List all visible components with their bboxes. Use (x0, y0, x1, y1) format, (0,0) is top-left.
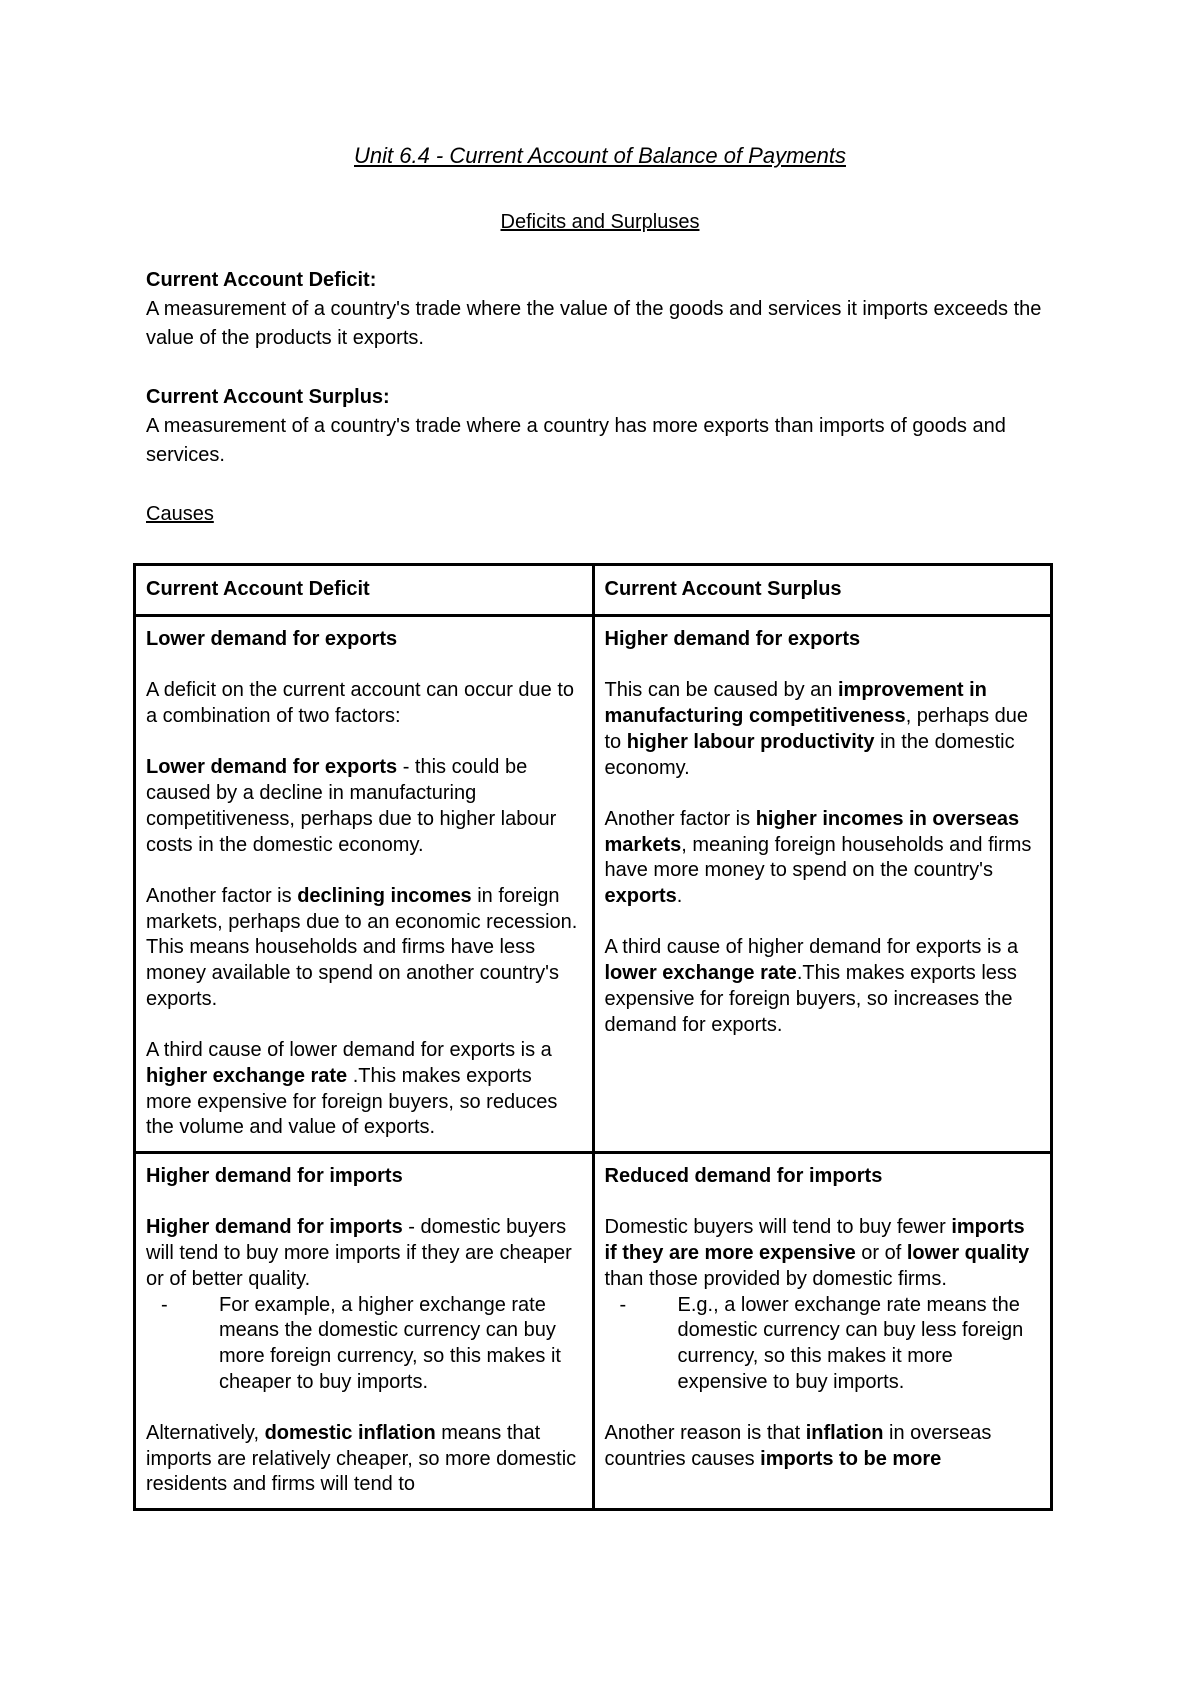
table-row (135, 1153, 1052, 1510)
definition-term-deficit: Current Account Deficit: (146, 269, 377, 291)
paragraph: A third cause of lower demand for exports is a higher exchange rate .This makes exports more expensive for foreign buyers, so reduces the volume and value of exports. (146, 1039, 558, 1139)
cell-heading: Lower demand for exports (146, 628, 398, 650)
paragraph: Domestic buyers will tend to buy fewer imports if they are more expensive or of lower quality than those provided by domestic firms. (604, 1216, 1030, 1290)
cell-surplus-imports (593, 1153, 1052, 1510)
table-row (135, 616, 1052, 1153)
paragraph: Alternatively, domestic inflation means that imports are relatively cheaper, so more domestic residents and firms will tend to (146, 1422, 577, 1496)
page-title: Unit 6.4 - Current Account of Balance of Payments (354, 143, 846, 168)
header-surplus: Current Account Surplus (593, 565, 1052, 616)
definitions (146, 266, 1046, 470)
dash-bullet: - (619, 1293, 627, 1316)
paragraph: Another factor is declining incomes in foreign markets, perhaps due to an economic recession. This means households and firms have less money available to spend on another country's exports. (146, 884, 578, 1010)
paragraph: This can be caused by an improvement in manufacturing competitiveness, perhaps due to higher labour productivity in the domestic economy. (604, 679, 1029, 779)
table-header-row (135, 565, 1052, 616)
header-deficit: Current Account Deficit (135, 565, 594, 616)
cell-surplus-exports (593, 616, 1052, 1153)
list-item: - E.g., a lower exchange rate means the domestic currency can buy less foreign currency, so this makes it more expensive to buy imports. (605, 1293, 1041, 1396)
cell-heading: Higher demand for imports (146, 1165, 403, 1187)
cell-deficit-exports (135, 616, 594, 1153)
paragraph: Lower demand for exports - this could be caused by a decline in manufacturing competitiveness, perhaps due to higher labour costs in the domestic economy. (146, 756, 557, 856)
paragraph: Higher demand for imports - domestic buyers will tend to buy more imports if they are cheaper or of better quality. (146, 1216, 572, 1290)
cell-deficit-imports (135, 1153, 594, 1510)
causes-heading: Causes (146, 503, 214, 525)
definition-term-surplus: Current Account Surplus: (146, 386, 390, 408)
section-subtitle: Deficits and Surpluses (500, 211, 700, 233)
paragraph: Another reason is that inflation in overseas countries causes imports to be more (604, 1422, 992, 1470)
definition-text-surplus: A measurement of a country's trade where a country has more exports than imports of goods and services. (146, 415, 1006, 466)
dash-bullet: - (161, 1293, 168, 1316)
paragraph: Another factor is higher incomes in overseas markets, meaning foreign households and firms have more money to spend on the country's exports. (604, 807, 1032, 907)
definition-text-deficit: A measurement of a country's trade where the value of the goods and services it imports exceeds the value of the products it exports. (146, 298, 1042, 349)
cell-heading: Reduced demand for imports (604, 1165, 883, 1187)
paragraph: A deficit on the current account can occur due to a combination of two factors: (146, 679, 575, 728)
list-item: - For example, a higher exchange rate means the domestic currency can buy more foreign currency, so this makes it cheaper to buy imports. (146, 1293, 582, 1396)
paragraph: A third cause of higher demand for exports is a lower exchange rate.This makes exports less expensive for foreign buyers, so increases the demand for exports. (604, 936, 1019, 1036)
cell-heading: Higher demand for exports (604, 628, 861, 650)
causes-table (133, 563, 1053, 1511)
